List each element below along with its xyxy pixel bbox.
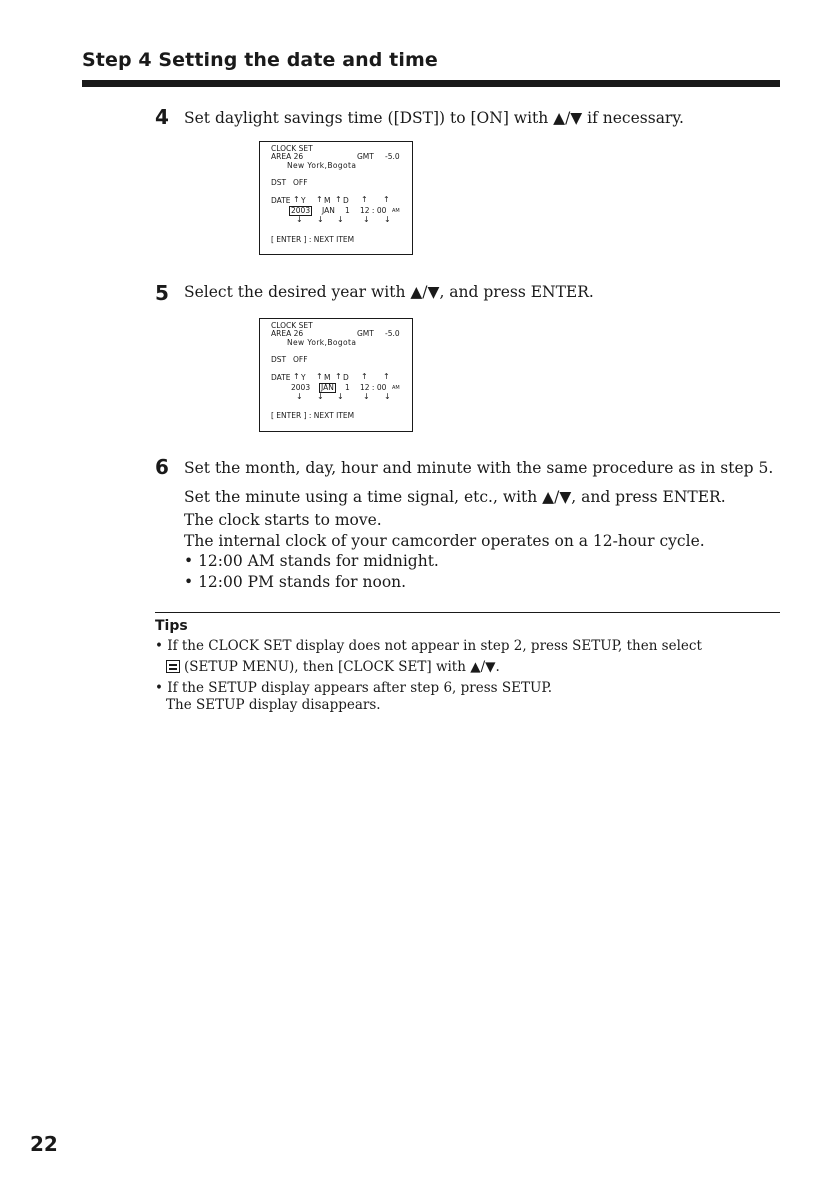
down-arrow-icon: ↓ [384, 392, 391, 401]
lcd-time: 12 : 00 [360, 206, 387, 215]
down-arrow-icon: ↓ [296, 392, 303, 401]
step-number: 4 [155, 105, 169, 129]
up-arrow-icon: ↑ [383, 372, 390, 381]
lcd-dst-value: OFF [293, 355, 308, 364]
step-number: 6 [155, 455, 169, 479]
up-arrow-icon: ↑ [335, 372, 342, 381]
lcd-title: CLOCK SET [271, 321, 313, 330]
lcd-date-label: DATE [271, 373, 291, 382]
lcd-d-label: D [343, 196, 349, 205]
down-arrow-icon: ↓ [337, 215, 344, 224]
clock-set-screen [259, 318, 413, 432]
lcd-area: AREA 26 [271, 152, 304, 161]
lcd-gmt-label: GMT [357, 152, 374, 161]
lcd-month: JAN [322, 206, 335, 215]
bullet-item: • 12:00 PM stands for noon. [184, 573, 407, 591]
lcd-gmt-value: -5.0 [385, 329, 400, 338]
step-text: Set the month, day, hour and minute with the same procedure as in step 5. [184, 459, 774, 477]
paragraph: The internal clock of your camcorder operates on a 12-hour cycle. [184, 532, 705, 550]
lcd-y-label: Y [301, 373, 306, 382]
tips-title: Tips [155, 618, 188, 634]
lcd-day: 1 [345, 383, 350, 392]
down-arrow-icon: ↓ [296, 215, 303, 224]
lcd-ampm: AM [392, 208, 400, 214]
paragraph: The clock starts to move. [184, 511, 382, 529]
down-arrow-icon: ↓ [363, 392, 370, 401]
header-rule [82, 80, 780, 87]
lcd-area: AREA 26 [271, 329, 304, 338]
up-arrow-icon: ↑ [316, 195, 323, 204]
down-arrow-icon: ↓ [363, 215, 370, 224]
tip-line [166, 659, 500, 675]
lcd-footer: [ ENTER ] : NEXT ITEM [271, 411, 355, 420]
up-arrow-icon: ↑ [361, 372, 368, 381]
lcd-time: 12 : 00 [360, 383, 387, 392]
step-text: Select the desired year with ▲/▼, and press ENTER. [184, 283, 594, 301]
lcd-dst-value: OFF [293, 178, 308, 187]
down-arrow-icon: ↓ [384, 215, 391, 224]
step-text: Set daylight savings time ([DST]) to [ON] with ▲/▼ if necessary. [184, 109, 684, 127]
tip-line: • If the CLOCK SET display does not appear in step 2, press SETUP, then select [155, 638, 702, 654]
lcd-gmt-label: GMT [357, 329, 374, 338]
lcd-m-label: M [324, 373, 331, 382]
lcd-dst-label: DST [271, 178, 287, 187]
up-arrow-icon: ↑ [293, 195, 300, 204]
lcd-date-label: DATE [271, 196, 291, 205]
up-arrow-icon: ↑ [316, 372, 323, 381]
lcd-footer: [ ENTER ] : NEXT ITEM [271, 235, 355, 244]
tips-rule [155, 612, 780, 613]
lcd-m-label: M [324, 196, 331, 205]
lcd-d-label: D [343, 373, 349, 382]
step-number: 5 [155, 281, 169, 305]
up-arrow-icon: ↑ [361, 195, 368, 204]
lcd-year: 2003 [291, 383, 311, 392]
paragraph: Set the minute using a time signal, etc., with ▲/▼, and press ENTER. [184, 488, 726, 506]
setup-menu-icon [166, 660, 180, 673]
down-arrow-icon: ↓ [317, 392, 324, 401]
lcd-y-label: Y [301, 196, 306, 205]
lcd-city: New York,Bogota [287, 338, 357, 347]
clock-set-screen [259, 141, 413, 255]
up-arrow-icon: ↑ [383, 195, 390, 204]
tip-line: The SETUP display disappears. [166, 697, 381, 713]
bullet-item: • 12:00 AM stands for midnight. [184, 552, 439, 570]
down-arrow-icon: ↓ [337, 392, 344, 401]
up-arrow-icon: ↑ [335, 195, 342, 204]
lcd-month: JAN [321, 383, 334, 392]
page-number: 22 [30, 1132, 58, 1156]
tip-line: • If the SETUP display appears after step 6, press SETUP. [155, 680, 552, 696]
lcd-title: CLOCK SET [271, 144, 313, 153]
lcd-city: New York,Bogota [287, 161, 357, 170]
tip-line-text: (SETUP MENU), then [CLOCK SET] with ▲/▼. [184, 659, 500, 675]
page-header-title: Step 4 Setting the date and time [82, 49, 438, 71]
down-arrow-icon: ↓ [317, 215, 324, 224]
lcd-day: 1 [345, 206, 350, 215]
lcd-year: 2003 [291, 206, 311, 215]
lcd-dst-label: DST [271, 355, 287, 364]
lcd-ampm: AM [392, 385, 400, 391]
up-arrow-icon: ↑ [293, 372, 300, 381]
lcd-gmt-value: -5.0 [385, 152, 400, 161]
